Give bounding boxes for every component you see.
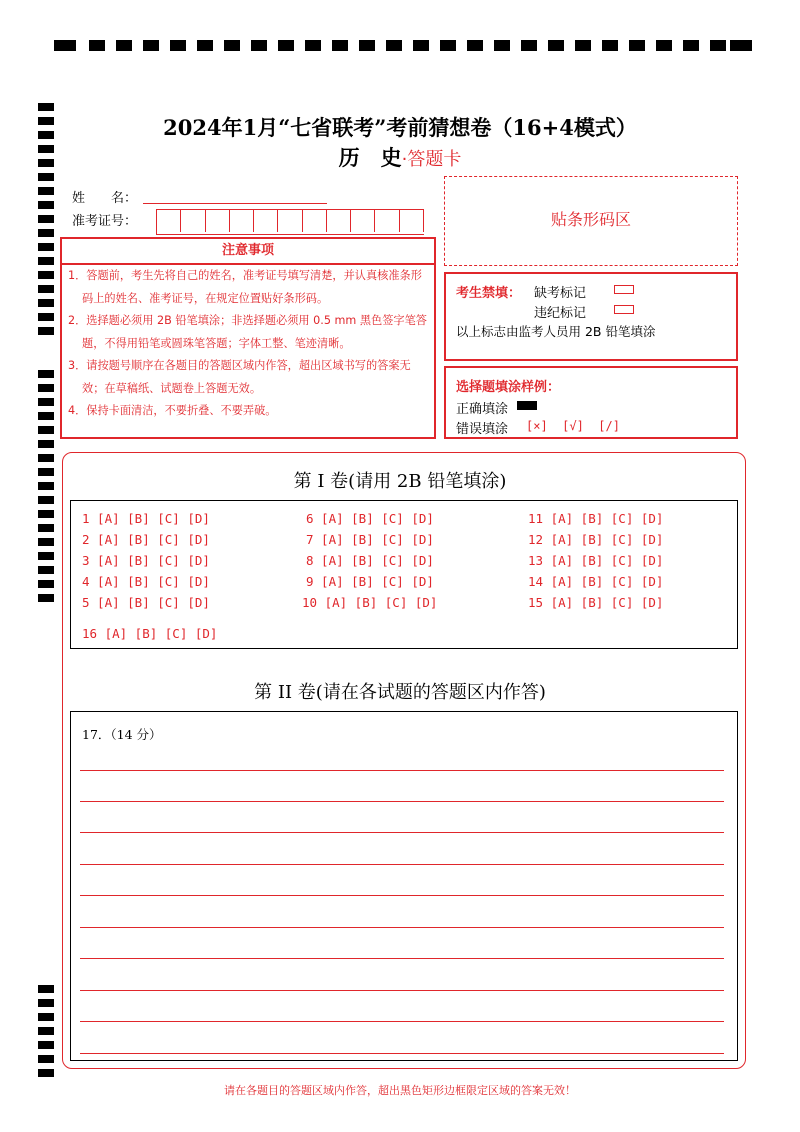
exam-id-cell[interactable] (157, 210, 181, 232)
exam-id-cell[interactable] (351, 210, 375, 232)
question-6[interactable]: 6 [A] [B] [C] [D] (306, 511, 434, 526)
exam-title: 2024年1月“七省联考”考前猜想卷（16+4模式） (163, 115, 637, 140)
exam-id-cell[interactable] (206, 210, 230, 232)
q17-answer-box[interactable] (70, 711, 738, 1061)
notice-box (60, 237, 436, 439)
exam-id-cell[interactable] (303, 210, 327, 232)
wrong-fill-samples: [×] [√] [/] (526, 419, 620, 433)
exam-id-label: 准考证号： (72, 214, 138, 229)
question-11[interactable]: 11 [A] [B] [C] [D] (528, 511, 664, 526)
footer-warning: 请在各题目的答题区域内作答，超出黑色矩形边框限定区域的答案无效！ (224, 1084, 576, 1097)
wrong-fill-label: 错误填涂 (456, 422, 509, 437)
exam-id-cell[interactable] (375, 210, 399, 232)
sample-box (444, 366, 738, 439)
question-16[interactable]: 16 [A] [B] [C] [D] (82, 626, 218, 641)
forbidden-box (444, 272, 738, 361)
exam-id-cell[interactable] (181, 210, 205, 232)
exam-id-cell[interactable] (400, 210, 424, 232)
absent-label: 缺考标记 (534, 286, 587, 301)
subject-line (0, 142, 800, 172)
name-field[interactable] (143, 203, 327, 204)
barcode-label: 贴条形码区 (550, 210, 631, 229)
question-13[interactable]: 13 [A] [B] [C] [D] (528, 553, 664, 568)
forbidden-title: 考生禁填： (456, 286, 522, 301)
question-14[interactable]: 14 [A] [B] [C] [D] (528, 574, 664, 589)
question-15[interactable]: 15 [A] [B] [C] [D] (528, 595, 664, 610)
question-4[interactable]: 4 [A] [B] [C] [D] (82, 574, 210, 589)
exam-id-cell[interactable] (327, 210, 351, 232)
forbidden-note: 以上标志由监考人员用 2B 铅笔填涂 (456, 324, 656, 339)
question-10[interactable]: 10 [A] [B] [C] [D] (302, 595, 438, 610)
question-3[interactable]: 3 [A] [B] [C] [D] (82, 553, 210, 568)
q17-label: 17．（14 分） (82, 727, 162, 742)
absent-mark-box[interactable] (614, 285, 634, 294)
question-1[interactable]: 1 [A] [B] [C] [D] (82, 511, 210, 526)
exam-id-cell[interactable] (230, 210, 254, 232)
name-label: 姓 名： (72, 191, 138, 206)
notice-title: 注意事项 (62, 239, 434, 265)
exam-id-cell[interactable] (254, 210, 278, 232)
sample-title: 选择题填涂样例： (456, 380, 561, 395)
violation-label: 违纪标记 (534, 306, 587, 321)
exam-id-cell[interactable] (278, 210, 302, 232)
question-5[interactable]: 5 [A] [B] [C] [D] (82, 595, 210, 610)
question-7[interactable]: 7 [A] [B] [C] [D] (306, 532, 434, 547)
barcode-area[interactable] (444, 176, 738, 266)
card-suffix: ·答题卡 (401, 149, 462, 170)
notice-item: 2．选择题必须用 2B 铅笔填涂；非选择题必须用 0.5 mm 黑色签字笔答题，不得用铅笔或圆珠笔答题；字体工整、笔迹清晰。 (68, 314, 427, 350)
question-8[interactable]: 8 [A] [B] [C] [D] (306, 553, 434, 568)
question-9[interactable]: 9 [A] [B] [C] [D] (306, 574, 434, 589)
part1-title: 第 I 卷(请用 2B 铅笔填涂) (293, 471, 507, 492)
exam-id-grid[interactable] (156, 209, 424, 235)
part2-title: 第 II 卷(请在各试题的答题区内作答) (254, 682, 546, 703)
subject-title: 历 史 (338, 145, 402, 170)
notice-item: 3．请按题号顺序在各题目的答题区域内作答，超出区域书写的答案无效；在草稿纸、试题卷上答题无效。 (68, 359, 411, 395)
question-2[interactable]: 2 [A] [B] [C] [D] (82, 532, 210, 547)
violation-mark-box[interactable] (614, 305, 634, 314)
correct-fill-sample (517, 401, 537, 410)
question-12[interactable]: 12 [A] [B] [C] [D] (528, 532, 664, 547)
correct-fill-label: 正确填涂 (456, 402, 509, 417)
notice-item: 4．保持卡面清洁，不要折叠、不要弄破。 (68, 404, 277, 417)
notice-item: 1．答题前，考生先将自己的姓名，准考证号填写清楚，并认真核准条形码上的姓名、准考证号，在规定位置贴好条形码。 (68, 269, 422, 305)
